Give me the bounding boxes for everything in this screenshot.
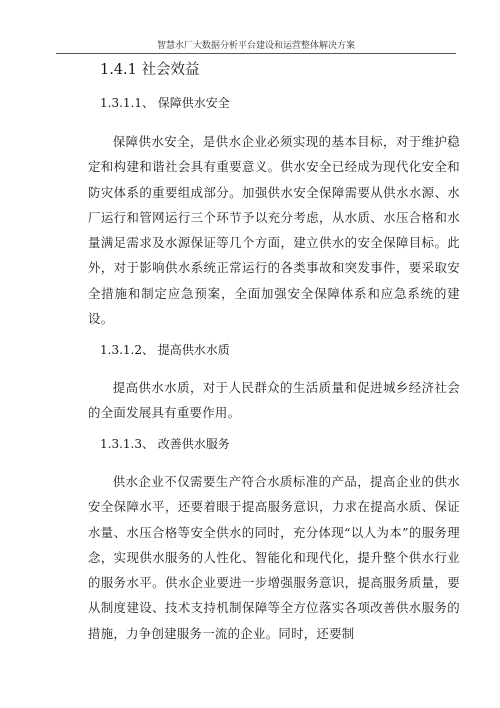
subsection-title-2: 1.3.1.2、 提高供水水质	[100, 343, 230, 357]
paragraph-1: 保障供水安全，是供水企业必须实现的基本目标，对于维护稳定和构建和谐社会具有重要意义。供水安全已经成为现代化安全和防灾体系的重要组成部分。加强供水安全保障需要从供水水源、水厂运行和管网运行三个环节予以充分考虑，从水质、水压合格和水量满足需求及水源保证等几个方面，建立供水的安全保障目标。此外，对于影响供水系统正常运行的各类事故和突发事件，要采取安全措施和制定应急预案，全面加强安全保障体系和应急系统的建设。	[88, 134, 460, 327]
subsection-title-1: 1.3.1.1、 保障供水安全	[100, 96, 230, 110]
paragraph-2: 提高供水水质，对于人民群众的生活质量和促进城乡经济社会的全面发展具有重要作用。	[88, 380, 460, 421]
paragraph-3: 供水企业不仅需要生产符合水质标准的产品，提高企业的供水安全保障水平，还要着眼于提高服务意识，力求在提高水质、保证水量、水压合格等安全供水的同时，充分体现“以人为本”的服务理念，实现供水服务的人性化、智能化和现代化，提升整个供水行业的服务水平。供水企业要进一步增强服务意识，提高服务质量，要从制度建设、技术支持机制保障等全方位落实各项改善供水服务的措施，力争创建服务一流的企业。同时，还要制	[88, 474, 460, 641]
section-title: 1.4.1 社会效益	[100, 62, 200, 78]
header-title: 智慧水厂大数据分析平台建设和运营整体解决方案	[156, 41, 355, 51]
header-divider	[56, 53, 456, 54]
subsection-title-3: 1.3.1.3、 改善供水服务	[100, 437, 230, 451]
